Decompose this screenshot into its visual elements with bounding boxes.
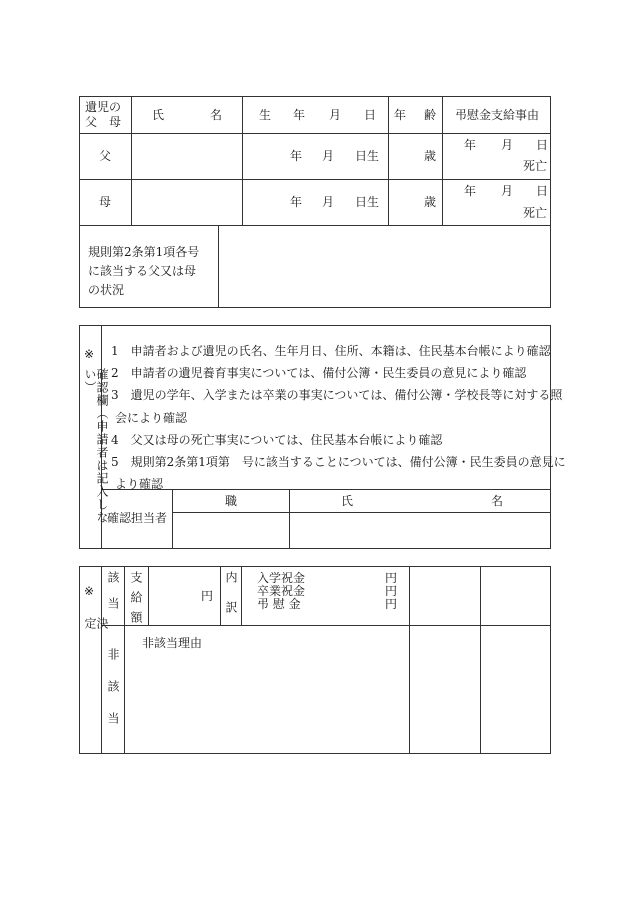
birth-header-2: 年 — [293, 108, 306, 122]
amount-label: 支給額 — [129, 571, 143, 631]
father-reason-month: 月 — [501, 138, 514, 152]
decision-side-label: 決定 — [83, 617, 109, 697]
confirm-item-3: 3 遺児の学年、入学または卒業の事実については、備付公簿・学校長等に対する照 — [111, 388, 563, 403]
mother-birth-day: 日生 — [355, 195, 380, 209]
confirm-item-1: 1 申請者および遺児の氏名、生年月日、住所、本籍は、住民基本台帳により確認 — [111, 344, 551, 358]
age-header-2: 齢 — [424, 108, 437, 122]
mother-birth-year: 年 — [290, 195, 303, 209]
ineligible-label: 非該当 — [106, 648, 120, 744]
confirm-item-5-cont: より確認 — [115, 477, 164, 492]
reason-header: 弔慰金支給事由 — [455, 108, 540, 122]
birth-header-4: 日 — [364, 108, 377, 122]
mother-birth-month: 月 — [322, 195, 335, 209]
ineligible-reason-label: 非該当理由 — [142, 636, 203, 650]
confirm-item-4: 4 父又は母の死亡事実については、住民基本台帳により確認 — [111, 432, 443, 447]
confirmation-mark: ※ — [84, 347, 95, 361]
breakdown-label: 内訳 — [224, 571, 238, 631]
breakdown-entrance: 入学祝金 円 — [257, 571, 397, 585]
amount-yen: 円 — [201, 589, 214, 603]
father-reason-day: 日 — [536, 138, 549, 152]
confirm-item-2: 2 申請者の遺児養育事実については、備付公簿・民生委員の意見により確認 — [111, 366, 527, 381]
father-birth-month: 月 — [322, 149, 335, 163]
confirmation-side-label: 確認欄（申請者は記入しない） — [83, 368, 109, 524]
mother-reason-day: 日 — [536, 184, 549, 198]
mother-reason-month: 月 — [501, 184, 514, 198]
mother-reason-year: 年 — [464, 184, 477, 198]
mother-age-unit: 歳 — [424, 195, 437, 209]
birth-header-3: 月 — [329, 108, 342, 122]
mother-label: 母 — [99, 195, 112, 209]
father-birth-year: 年 — [290, 149, 303, 163]
confirmation-items — [108, 340, 566, 495]
confirm-staff-label: 確認担当者 — [107, 511, 168, 525]
father-reason-status: 死亡 — [523, 159, 548, 173]
parent-col-header: 遺児の 父 母 — [85, 100, 122, 129]
confirm-item-5: 5 規則第2条第1項第 号に該当することについては、備付公簿・民生委員の意見に — [111, 454, 566, 469]
post-header: 職 — [225, 494, 238, 508]
parent-status-label: 規則第2条第1項各号 に該当する父又は母 の状況 — [88, 245, 200, 298]
mother-reason-status: 死亡 — [523, 206, 548, 220]
staff-name-header-1: 氏 — [341, 494, 354, 508]
birth-header-1: 生 — [259, 108, 272, 122]
staff-name-header-2: 名 — [491, 494, 504, 508]
eligible-label: 該当 — [106, 571, 120, 623]
confirm-item-3-cont: 会により確認 — [115, 410, 188, 425]
name-header-1: 氏 — [152, 108, 165, 122]
father-birth-day: 日生 — [355, 149, 380, 163]
decision-mark: ※ — [84, 584, 95, 598]
father-age-unit: 歳 — [424, 149, 437, 163]
father-reason-year: 年 — [464, 138, 477, 152]
breakdown-condolence: 弔 慰 金 円 — [257, 597, 397, 612]
father-label: 父 — [99, 149, 112, 163]
breakdown-graduation: 卒業祝金 円 — [257, 584, 397, 599]
name-header-2: 名 — [210, 108, 223, 122]
breakdown-list — [257, 572, 397, 612]
age-header-1: 年 — [394, 108, 407, 122]
